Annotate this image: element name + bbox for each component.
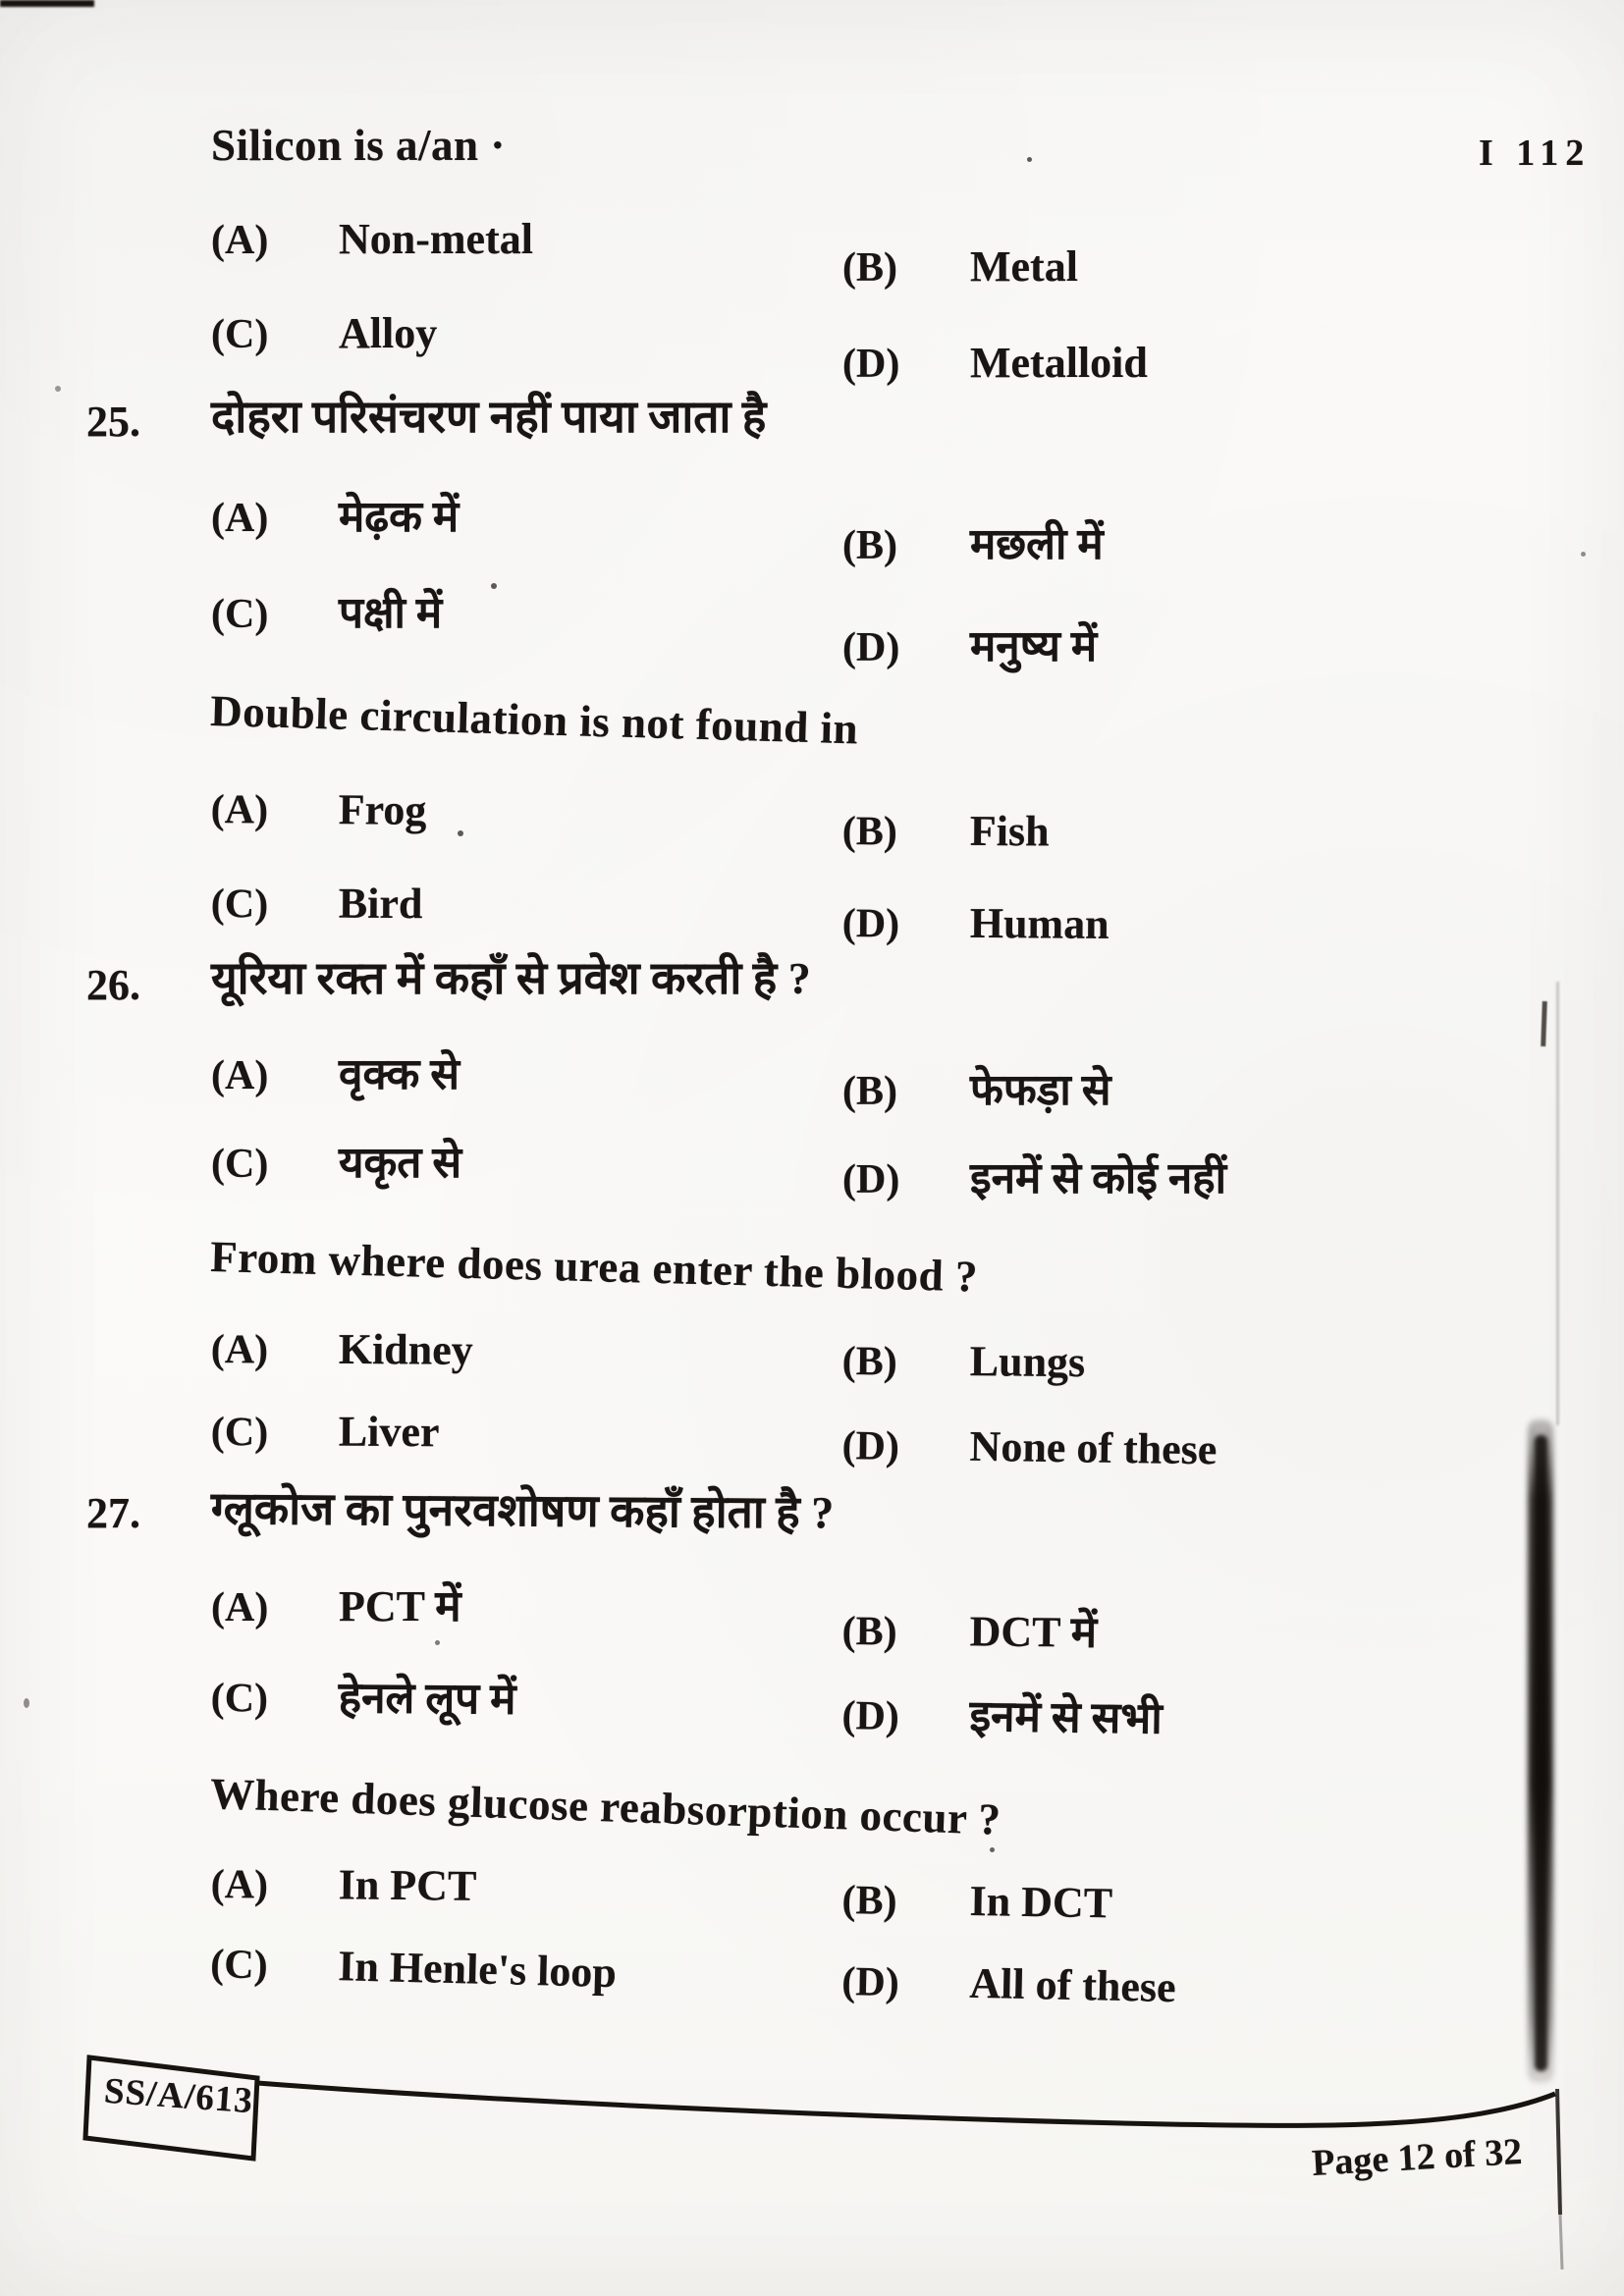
scan-speck — [491, 583, 497, 589]
footer-page-number: Page 12 of 32 — [1310, 2131, 1524, 2184]
option-text: In PCT — [338, 1860, 477, 1910]
option-letter: (C) — [211, 1142, 269, 1187]
option-letter: (C) — [210, 1410, 269, 1456]
option-row — [842, 614, 1097, 673]
question-number: 26. — [86, 961, 140, 1009]
option-row — [842, 1058, 1111, 1117]
option-text: मनुष्य में — [970, 622, 1098, 670]
page-edge-rule — [1557, 2089, 1560, 2215]
option-row — [211, 1575, 461, 1633]
option-row — [211, 783, 427, 835]
question-text-english: Where does glucose reabsorption occur ? — [209, 1768, 1002, 1844]
option-letter: (D) — [841, 1422, 900, 1469]
option-row — [211, 308, 437, 358]
option-letter: (B) — [841, 1338, 897, 1385]
option-letter: (B) — [841, 1608, 897, 1655]
page-edge-rule-fade — [1560, 2215, 1562, 2269]
option-text: In Henle's loop — [337, 1942, 618, 1998]
scan-speck — [990, 1847, 995, 1852]
question-number: 25. — [86, 398, 140, 446]
option-letter: (D) — [841, 1692, 900, 1739]
option-letter: (A) — [210, 1326, 269, 1373]
option-text: Metalloid — [970, 339, 1148, 387]
option-row — [211, 485, 459, 544]
option-row — [841, 1419, 1217, 1474]
option-letter: (A) — [211, 1585, 269, 1630]
option-letter: (B) — [842, 245, 897, 291]
option-text: फेफड़ा से — [970, 1066, 1111, 1114]
scan-edge-artifact — [0, 0, 94, 7]
scan-shadow-band-core — [1535, 1435, 1547, 2071]
option-letter: (D) — [842, 342, 900, 387]
option-text: मेढ़क में — [339, 493, 460, 541]
option-letter: (A) — [211, 218, 269, 263]
option-row — [211, 1042, 460, 1101]
option-text: हेनले लूप में — [338, 1674, 516, 1724]
option-row — [211, 581, 442, 640]
question-number: 27. — [86, 1489, 140, 1537]
option-row — [842, 897, 1110, 949]
option-letter: (A) — [210, 1861, 269, 1908]
option-row — [841, 1682, 1163, 1746]
option-row — [842, 1335, 1086, 1387]
option-text: None of these — [969, 1421, 1218, 1474]
option-letter: (D) — [842, 625, 900, 670]
option-letter: (D) — [841, 900, 900, 947]
header-booklet-code: I 112 — [1479, 133, 1592, 174]
option-text: मछली में — [970, 520, 1104, 568]
scan-speck — [1581, 552, 1586, 557]
footer-paper-code: SS/A/613 — [102, 2070, 255, 2122]
question-text-english: From where does urea enter the blood ? — [209, 1231, 979, 1302]
question-text-hindi: ग्लूकोज का पुनरवशोषण कहाँ होता है ? — [210, 1482, 835, 1538]
option-text: Human — [969, 898, 1110, 948]
scan-speck — [1027, 157, 1032, 162]
option-row — [210, 1858, 476, 1911]
option-row — [842, 805, 1050, 856]
option-letter: (C) — [211, 312, 269, 357]
question-text-hindi: दोहरा परिसंचरण नहीं पाया जाता है — [211, 392, 767, 442]
option-text: इनमें से सभी — [969, 1691, 1164, 1743]
option-letter: (C) — [210, 881, 269, 928]
option-row — [210, 1938, 618, 1998]
scan-speck — [458, 830, 463, 836]
option-letter: (A) — [210, 786, 269, 833]
option-text: In DCT — [969, 1877, 1113, 1928]
option-row — [211, 1131, 461, 1190]
option-row — [841, 1598, 1097, 1660]
option-letter: (B) — [841, 808, 897, 855]
option-letter: (B) — [842, 1069, 897, 1114]
option-row — [841, 1874, 1112, 1928]
option-letter: (A) — [211, 496, 269, 541]
option-text: वृक्क से — [339, 1050, 460, 1098]
option-row — [211, 1323, 473, 1375]
option-letter: (D) — [842, 1157, 900, 1202]
option-text: इनमें से कोई नहीं — [970, 1154, 1227, 1202]
question-text-english: Silicon is a/an · — [211, 121, 506, 170]
option-text: Fish — [969, 806, 1050, 856]
option-letter: (B) — [841, 1877, 897, 1924]
option-text: Liver — [338, 1407, 440, 1457]
option-letter: (C) — [209, 1941, 269, 1989]
scan-dash-artifact — [1541, 1001, 1547, 1046]
option-text: Kidney — [338, 1324, 473, 1374]
question-text-hindi: यूरिया रक्त में कहाँ से प्रवेश करती है ? — [211, 953, 811, 1003]
option-row — [211, 214, 533, 264]
scan-speck — [55, 386, 61, 392]
scan-shadow-line — [1556, 982, 1559, 1425]
option-text: PCT में — [339, 1582, 461, 1630]
option-text: Lungs — [969, 1337, 1086, 1387]
question-text-english: Double circulation is not found in — [209, 685, 859, 754]
option-letter: (B) — [842, 523, 897, 568]
option-text: Bird — [338, 879, 423, 929]
option-row — [842, 338, 1148, 388]
scan-speck — [435, 1640, 440, 1645]
option-letter: (D) — [840, 1958, 900, 2006]
option-text: Non-metal — [339, 215, 533, 263]
option-text: Alloy — [339, 309, 438, 357]
option-row — [841, 1955, 1176, 2012]
footer-horizontal-rule — [257, 2083, 1555, 2125]
option-text: Metal — [970, 242, 1078, 291]
option-row — [842, 512, 1104, 571]
option-row — [842, 1147, 1226, 1205]
option-row — [210, 1665, 515, 1727]
option-letter: (C) — [210, 1675, 269, 1722]
option-letter: (C) — [211, 592, 269, 637]
option-letter: (A) — [211, 1053, 269, 1098]
option-text: Frog — [338, 785, 427, 834]
option-text: All of these — [968, 1958, 1177, 2012]
option-row — [211, 1406, 440, 1457]
option-text: पक्षी में — [339, 589, 443, 637]
option-text: यकृत से — [339, 1139, 462, 1187]
scan-speck — [24, 1698, 29, 1708]
option-row — [211, 878, 423, 929]
option-row — [842, 241, 1078, 292]
option-text: DCT में — [969, 1607, 1098, 1657]
